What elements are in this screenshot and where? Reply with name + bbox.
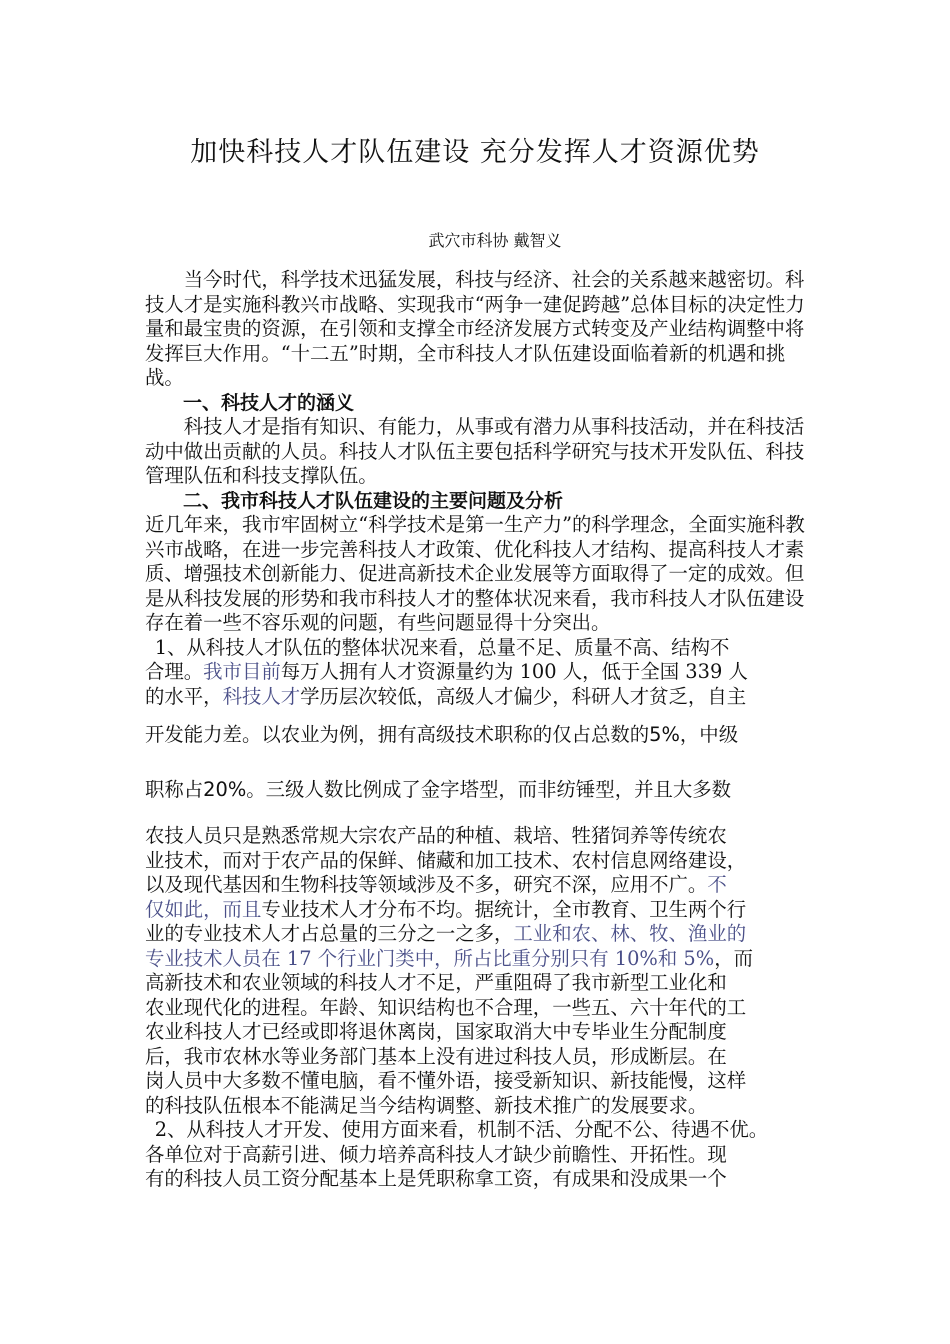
text-line: 岗人员中大多数不懂电脑，看不懂外语，接受新知识、新技能慢，这样 [145, 1069, 747, 1092]
section-heading-1: 一、科技人才的涵义 [183, 391, 355, 414]
text-line: 农技人员只是熟悉常规大宗农产品的种植、栽培、牲猪饲养等传统农 [145, 824, 727, 847]
highlighted-text: 专业技术人员在 17 个行业门类中，所占比重分别只有 10%和 5% [145, 946, 715, 970]
paragraph-definition: 科技人才是指有知识、有能力，从事或有潜力从事科技活动，并在科技活动中做出贡献的人员。科技人才队伍主要包括科学研究与技术开发队伍、科技管理队伍和科技支撑队伍。 [145, 415, 805, 487]
text-line: 专业技术人员在 17 个行业门类中，所占比重分别只有 10%和 5%，而 [145, 946, 753, 970]
text-line: 后，我市农林水等业务部门基本上没有进过科技人员，形成断层。在 [145, 1044, 727, 1068]
text-line: 以及现代基因和生物科技等领域涉及不多，研究不深，应用不广。不 [145, 873, 727, 896]
text-line: 2、从科技人才开发、使用方面来看，机制不活、分配不公、待遇不优。 [154, 1118, 769, 1141]
section-heading-2: 二、我市科技人才队伍建设的主要问题及分析 [183, 489, 564, 512]
text-line: 高新技术和农业领域的科技人才不足，严重阻碍了我市新型工业化和 [145, 971, 727, 994]
highlighted-text: 工业和农、林、牧、渔业的 [513, 922, 747, 945]
text-line: 合理。我市目前每万人拥有人才资源量约为 100 人，低于全国 339 人 [145, 660, 748, 683]
text-line: 业技术，而对于农产品的保鲜、储藏和加工技术、农村信息网络建设， [145, 848, 747, 872]
text-line: 农业科技人才已经或即将退休离岗，国家取消大中专毕业生分配制度 [145, 1020, 727, 1043]
document-body [145, 268, 810, 1192]
highlighted-text: 不 [707, 873, 727, 896]
document-author: 武穴市科协 戴智义 [428, 231, 562, 250]
text-line: 农业现代化的进程。年龄、知识结构也不合理，一些五、六十年代的工 [145, 995, 747, 1019]
text-line: 1、从科技人才队伍的整体状况来看，总量不足、质量不高、结构不 [154, 635, 730, 659]
paragraph-problem-2 [145, 1118, 810, 1192]
percentage-value: 5% [649, 723, 680, 746]
intro-paragraph: 当今时代，科学技术迅猛发展，科技与经济、社会的关系越来越密切。科技人才是实施科教兴市战略、实现我市“两争一建促跨越”总体目标的决定性力量和最宝贵的资源，在引领和支撑全市经济发展方式转变及产业结构调整中将发挥巨大作用。“十二五”时期，全市科技人才队伍建设面临着新的机遇和挑战。 [145, 268, 805, 389]
highlighted-text: 科技人才 [222, 684, 301, 708]
document-title: 加快科技人才队伍建设 充分发挥人才资源优势 [190, 137, 760, 168]
text-line: 开发能力差。以农业为例，拥有高级技术职称的仅占总数的5%，中级 [145, 723, 739, 746]
percentage-value: 20% [203, 777, 247, 801]
highlighted-text: 仅如此，而且 [145, 897, 262, 921]
text-line: 各单位对于高薪引进、倾力培养高科技人才缺少前瞻性、开拓性。现 [145, 1142, 727, 1166]
highlighted-text: 我市目前 [203, 660, 281, 683]
text-line: 的科技队伍根本不能满足当今结构调整、新技术推广的发展要求。 [145, 1093, 708, 1117]
paragraph-problem-1 [145, 636, 810, 1119]
text-line: 业的专业技术人才占总量的三分之一之多，工业和农、林、牧、渔业的 [145, 922, 747, 945]
paragraph-achievements: 近几年来，我市牢固树立“科学技术是第一生产力”的科学理念，全面实施科教兴市战略，在进一步完善科技人才政策、优化科技人才结构、提高科技人才素质、增强技术创新能力、促进高新技术企业发展等方面取得了一定的成效。但是从科技发展的形势和我市科技人才的整体状况来看，我市科技人才队伍建设存在着一些不容乐观的问题，有些问题显得十分突出。 [145, 513, 805, 634]
text-line: 职称占20%。三级人数比例成了金字塔型，而非纺锤型，并且大多数 [145, 777, 732, 801]
text-line: 仅如此，而且专业技术人才分布不均。据统计，全市教育、卫生两个行 [145, 897, 747, 921]
text-line: 的水平，科技人才学历层次较低，高级人才偏少，科研人才贫乏，自主 [145, 684, 747, 708]
text-line: 有的科技人员工资分配基本上是凭职称拿工资，有成果和没成果一个 [145, 1167, 727, 1190]
